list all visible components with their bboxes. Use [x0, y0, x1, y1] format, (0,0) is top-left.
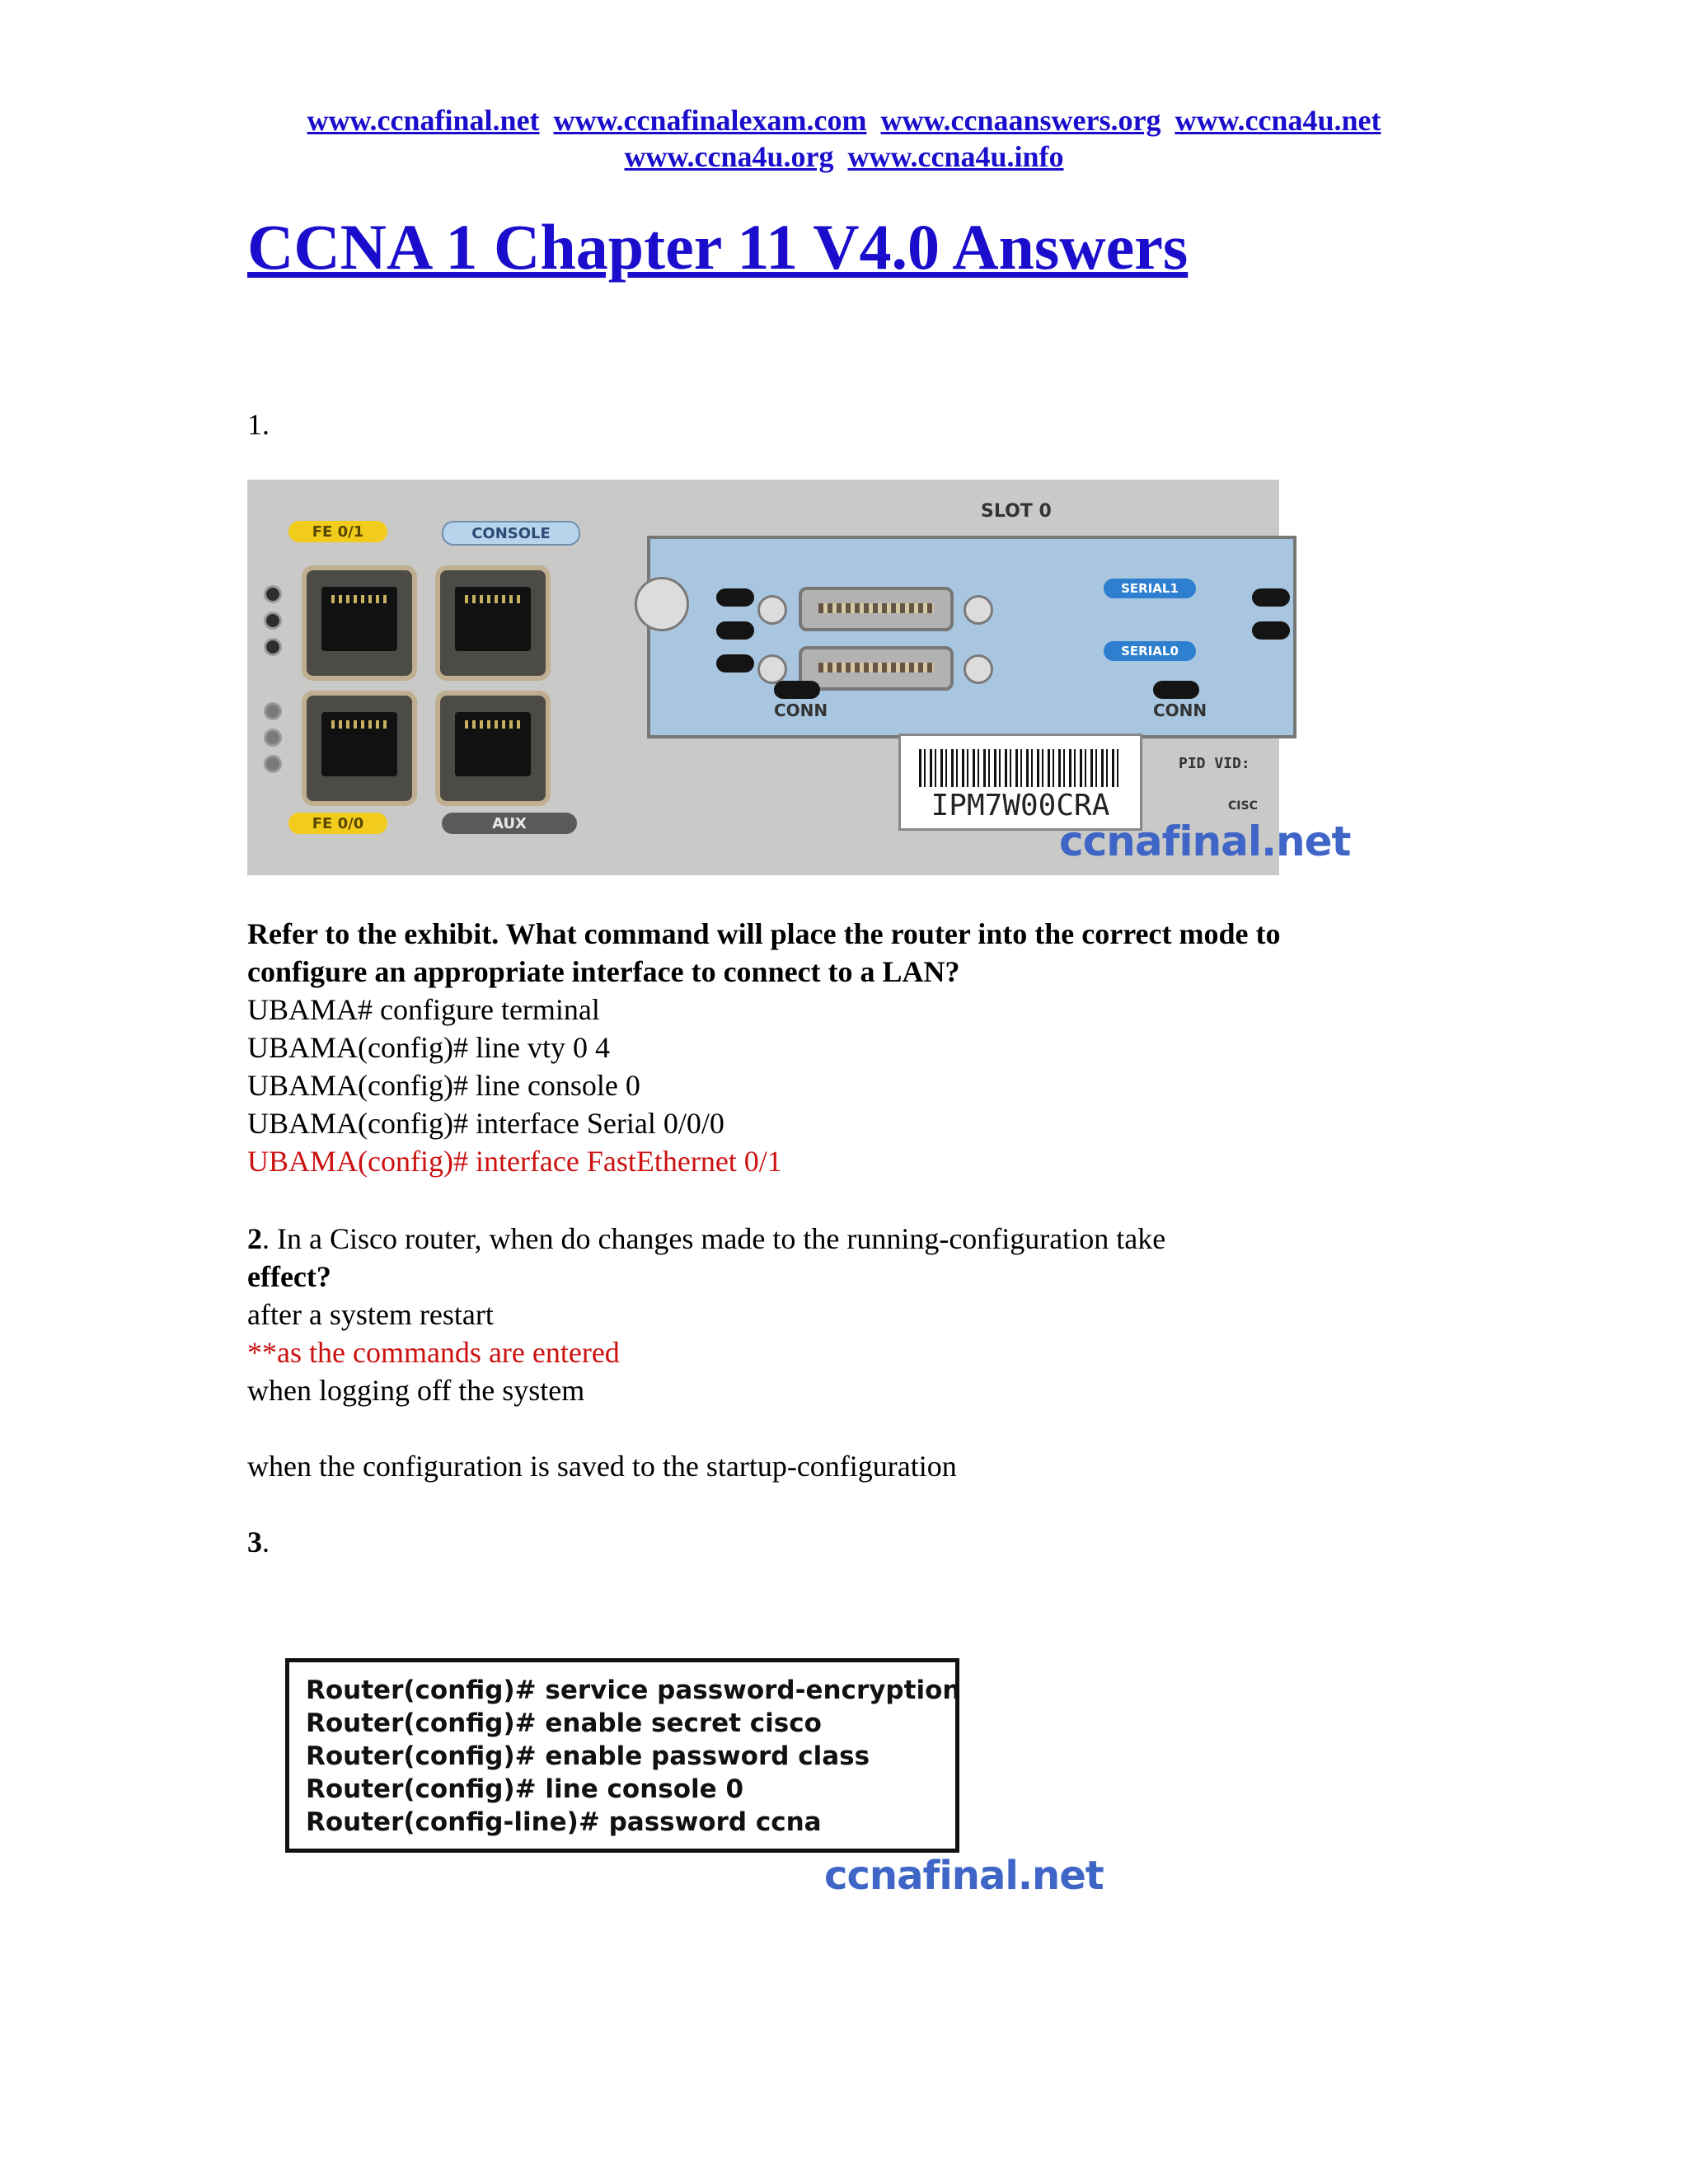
barcode-text: IPM7W00CRA [931, 789, 1110, 823]
config-line: Router(config)# line console 0 [306, 1774, 744, 1804]
link-ccnafinalexam-com[interactable]: www.ccnafinalexam.com [553, 104, 867, 137]
cisco-label: CISC [1228, 799, 1258, 813]
watermark-ccnafinal-2: ccnafinal.net [824, 1853, 1104, 1899]
link-ccnafinal-net[interactable]: www.ccnafinal.net [307, 104, 540, 137]
q2-option-4: when the configuration is saved to the startup-configuration [247, 1450, 957, 1483]
status-led [264, 702, 282, 720]
config-exhibit [285, 1658, 959, 1853]
slot-label: SLOT 0 [981, 501, 1052, 522]
question-2-line-2: effect? [247, 1260, 331, 1293]
serial1-connector [799, 587, 954, 631]
question-1-number: 1. [247, 408, 270, 441]
status-led [264, 755, 282, 773]
status-led [264, 729, 282, 747]
thumbscrew [635, 577, 689, 631]
conn-slot [1153, 681, 1199, 699]
aux-label: AUX [442, 813, 577, 834]
q2-option-1: after a system restart [247, 1298, 494, 1331]
fe00-label: FE 0/0 [288, 813, 387, 834]
link-ccna4u-info[interactable]: www.ccna4u.info [847, 140, 1064, 173]
fe01-port [302, 565, 417, 681]
header-links-row2 [0, 138, 1688, 175]
barcode-bars [919, 749, 1122, 787]
question-1-line-1: Refer to the exhibit. What command will place the router into the correct mode to [247, 917, 1281, 950]
question-1-line-2: configure an appropriate interface to connect to a LAN? [247, 955, 960, 988]
status-led [264, 638, 282, 656]
q1-option-4: UBAMA(config)# interface Serial 0/0/0 [247, 1107, 724, 1140]
question-3-number [247, 1523, 270, 1561]
q1-option-2: UBAMA(config)# line vty 0 4 [247, 1031, 610, 1064]
vent-slot [1252, 588, 1290, 607]
question-2-text [247, 1220, 1484, 1296]
question-3-number-digit: 3 [247, 1526, 262, 1558]
link-ccna4u-net[interactable]: www.ccna4u.net [1175, 104, 1381, 137]
link-ccna4u-org[interactable]: www.ccna4u.org [624, 140, 834, 173]
link-ccnaanswers-org[interactable]: www.ccnaanswers.org [880, 104, 1161, 137]
header-links-row1 [0, 102, 1688, 138]
config-line: Router(config-line)# password ccna [306, 1807, 822, 1837]
vent-slot [716, 654, 754, 673]
serial0-label: SERIAL0 [1104, 641, 1196, 661]
conn-slot [774, 681, 820, 699]
vent-slot [716, 588, 754, 607]
q1-option-1: UBAMA# configure terminal [247, 993, 600, 1026]
serial-screw [757, 654, 787, 684]
conn-label-left: CONN [774, 701, 828, 720]
aux-port [435, 691, 551, 806]
watermark-ccnafinal: ccnafinal.net [1059, 818, 1351, 865]
q2-answer: **as the commands are entered [247, 1336, 620, 1369]
barcode-label [898, 733, 1142, 831]
serial-screw [964, 654, 993, 684]
pid-label: PID VID: [1179, 755, 1250, 772]
status-led [264, 585, 282, 603]
question-2-line-1-text: . In a Cisco router, when do changes made to the running-configuration take [262, 1222, 1166, 1255]
serial0-connector [799, 646, 954, 691]
fe01-label: FE 0/1 [288, 521, 387, 542]
q1-answer: UBAMA(config)# interface FastEthernet 0/1 [247, 1145, 782, 1178]
question-1-text [247, 915, 1484, 991]
config-line: Router(config)# enable secret cisco [306, 1708, 822, 1738]
fe00-port [302, 691, 417, 806]
question-2-number: 2 [247, 1222, 262, 1255]
q1-option-3: UBAMA(config)# line console 0 [247, 1069, 640, 1102]
serial-screw [757, 595, 787, 625]
router-exhibit-image [247, 480, 1351, 875]
status-led [264, 612, 282, 630]
vent-slot [1252, 621, 1290, 640]
vent-slot [716, 621, 754, 640]
console-label: CONSOLE [442, 521, 580, 546]
serial1-label: SERIAL1 [1104, 579, 1196, 598]
question-2-line-1 [247, 1220, 1484, 1258]
config-line: Router(config)# enable password class [306, 1741, 870, 1771]
page-title[interactable]: CCNA 1 Chapter 11 V4.0 Answers [247, 211, 1189, 283]
conn-label-right: CONN [1153, 701, 1207, 720]
serial-screw [964, 595, 993, 625]
q2-option-3: when logging off the system [247, 1374, 585, 1407]
config-line: Router(config)# service password-encryption [306, 1675, 961, 1705]
console-port [435, 565, 551, 681]
serial-module [647, 536, 1296, 738]
question-3-number-dot: . [262, 1526, 270, 1558]
